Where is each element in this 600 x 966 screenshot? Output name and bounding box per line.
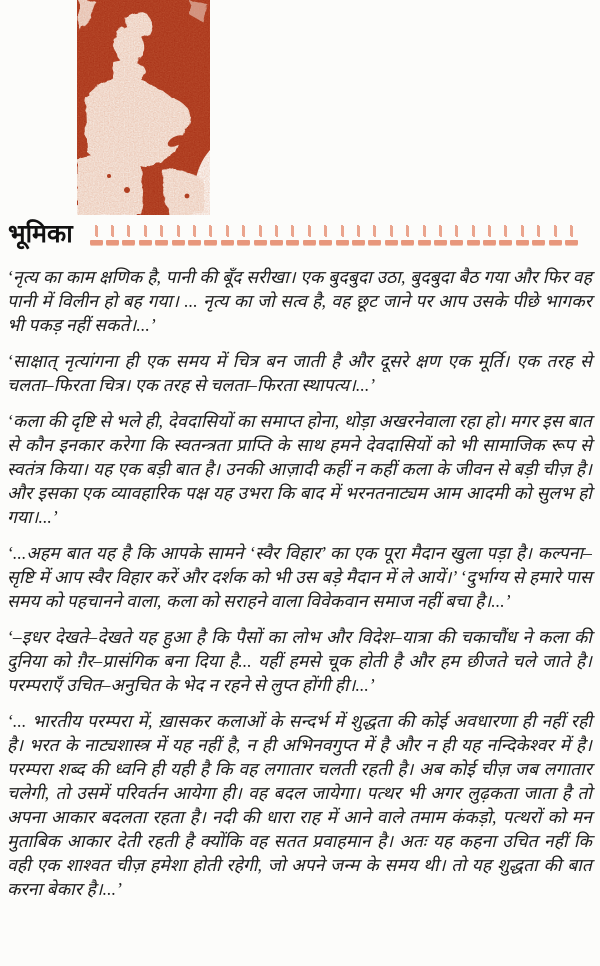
quote-paragraph: ‘...अहम बात यह है कि आपके सामने ‘स्वैर विहार’ का एक पूरा मैदान खुला पड़ा है। कल्पना–सृष्टि में आप स्वैर विहार करें और दर्शक को भी उस बड़े मैदान में ले आयें।’ ‘दुर्भाग्य से हमारे पास समय को पहचानने वाला, कला को सराहने वाला विवेकवान समाज नहीं बचा है।...’ (7, 543, 592, 611)
diya-ornament-icon (367, 224, 383, 248)
diya-ornament-icon (498, 224, 514, 248)
diya-ornament-icon (89, 224, 105, 248)
sculpture-photo (77, 0, 210, 215)
diya-ornament-icon (482, 224, 498, 248)
diya-ornament-icon (220, 224, 236, 248)
diya-ornament-icon (564, 224, 580, 248)
diya-ornament-icon (466, 224, 482, 248)
diya-ornament-icon (138, 224, 154, 248)
diya-ornament-icon (302, 224, 318, 248)
quote-paragraph: ‘नृत्य का काम क्षणिक है, पानी की बूँद सरीखा। एक बुदबुदा उठा, बुदबुदा बैठ गया और फिर वह पानी में विलीन हो बह गया। ... नृत्य का जो सत्व है, वह छूट जाने पर आप उसके पीछे भागकर भी पकड़ नहीं सकते।...’ (7, 267, 592, 335)
lamp-ornament-row (89, 222, 590, 248)
diya-ornament-icon (548, 224, 564, 248)
quote-paragraph: ‘कला की दृष्टि से भले ही, देवदासियों का समाप्त होना, थोड़ा अखरनेवाला रहा हो। मगर इस बात से कौन इनकार करेगा कि स्वतन्त्रता प्राप्ति के साथ हमने देवदासियों को भी सामाजिक रूप से स्वतंत्र किया। यह एक बड़ी बात है। उनकी आज़ादी कहीं न कहीं कला के जीवन से बड़ी चीज़ है। और इसका एक व्यावहारिक पक्ष यह उभरा कि बाद में भरनतनाट्यम आम आदमी को सुलभ हो गया।...’ (7, 411, 592, 527)
diya-ornament-icon (531, 224, 547, 248)
diya-ornament-icon (171, 224, 187, 248)
preface-text (7, 265, 592, 913)
diya-ornament-icon (203, 224, 219, 248)
diya-ornament-icon (515, 224, 531, 248)
diya-ornament-icon (236, 224, 252, 248)
page-title: भूमिका (8, 220, 73, 248)
diya-ornament-icon (433, 224, 449, 248)
diya-ornament-icon (400, 224, 416, 248)
diya-ornament-icon (384, 224, 400, 248)
diya-ornament-icon (335, 224, 351, 248)
preface-header (8, 221, 590, 249)
diya-ornament-icon (351, 224, 367, 248)
diya-ornament-icon (417, 224, 433, 248)
sculpture-duotone-image (77, 0, 210, 215)
diya-ornament-icon (187, 224, 203, 248)
diya-ornament-icon (154, 224, 170, 248)
diya-ornament-icon (253, 224, 269, 248)
diya-ornament-icon (105, 224, 121, 248)
diya-ornament-icon (121, 224, 137, 248)
diya-ornament-icon (285, 224, 301, 248)
quote-paragraph: ‘... भारतीय परम्परा में, ख़ासकर कलाओं के सन्दर्भ में शुद्धता की कोई अवधारणा ही नहीं रही है। भरत के नाट्यशास्त्र में यह नहीं है, न ही अभिनवगुप्त में है और न ही यह नन्दिकेश्वर में है। परम्परा शब्द की ध्वनि ही यही है कि वह लगातार चलती रहती है। अब कोई चीज़ जब लगातार चलेगी, तो उसमें परिवर्तन आयेगा ही। वह बदल जायेगा। पत्थर भी अगर लुढ़कता जाता है तो अपना आकार बदलता रहता है। नदी की धारा राह में आने वाले तमाम कंकड़ो, पत्थरों को मन मुताबिक आकार देती रहती है क्योंकि वह सतत प्रवाहमान है। अतः यह कहना उचित नहीं कि वही एक शाश्वत चीज़ हमेशा होती रहेगी, जो अपने जन्म के समय थी। तो यह शुद्धता की बात करना बेकार है।...’ (7, 711, 592, 899)
diya-ornament-icon (318, 224, 334, 248)
diya-ornament-icon (449, 224, 465, 248)
quote-paragraph: ‘साक्षात् नृत्यांगना ही एक समय में चित्र बन जाती है और दूसरे क्षण एक मूर्ति। एक तरह से चलता–फिरता चित्र। एक तरह से चलता–फिरता स्थापत्य।...’ (7, 351, 592, 395)
quote-paragraph: ‘–इधर देखते–देखते यह हुआ है कि पैसों का लोभ और विदेश–यात्रा की चकाचौंध ने कला की दुनिया को ग़ैर–प्रासंगिक बना दिया है... यहीं हमसे चूक होती है और हम छीजते चले जाते है। परम्पराएँ उचित–अनुचित के भेद न रहने से लुप्त होंगी ही।...’ (7, 627, 592, 695)
diya-ornament-icon (269, 224, 285, 248)
